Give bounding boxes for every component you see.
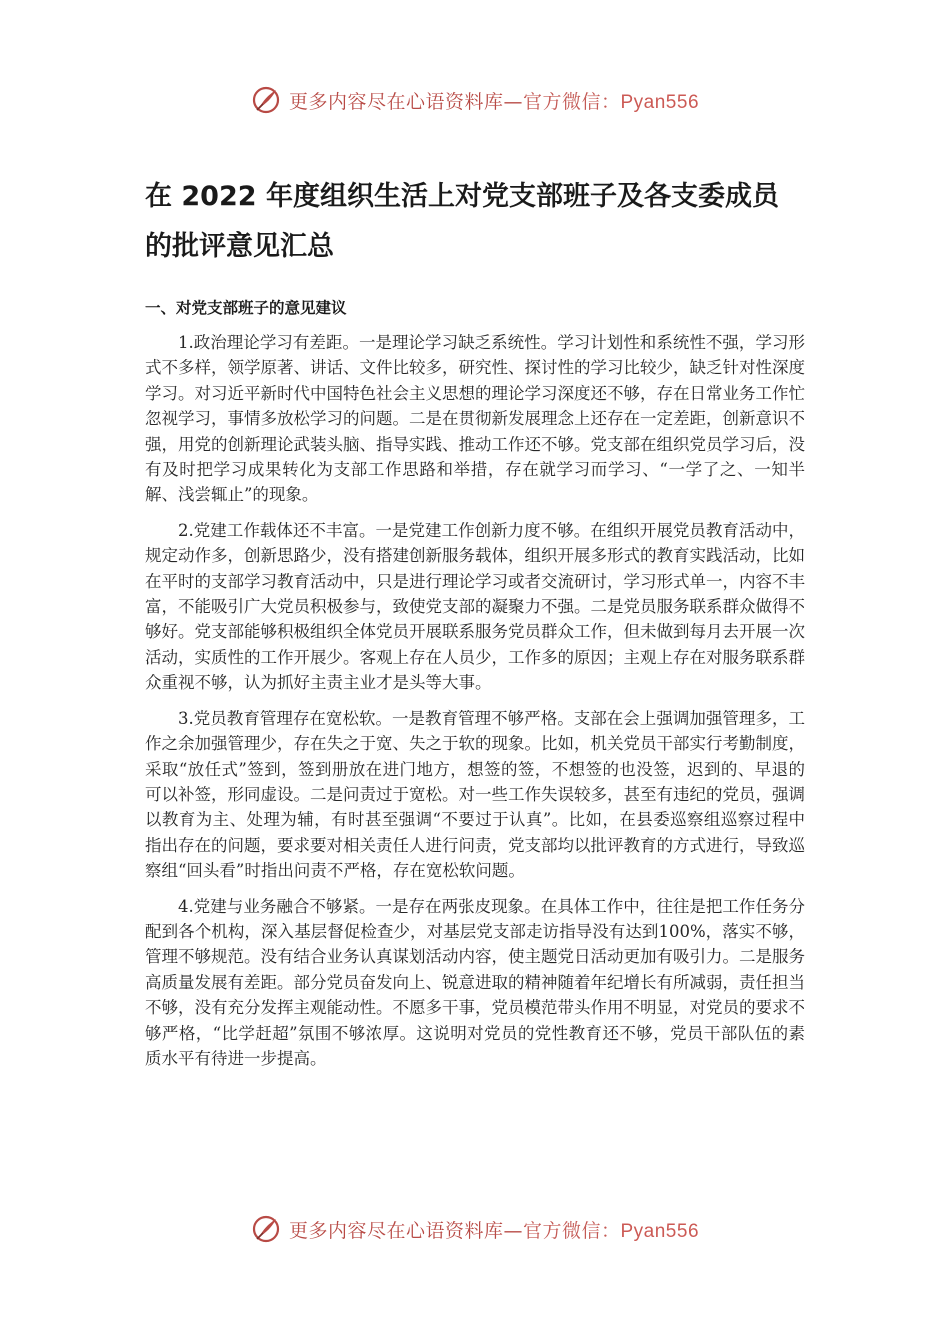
- paragraph-1: 1.政治理论学习有差距。一是理论学习缺乏系统性。学习计划性和系统性不强，学习形式不多样，领学原著、讲话、文件比较多，研究性、探讨性的学习比较少，缺乏针对性深度学习。对习近平新时代中国特色社会主义思想的理论学习深度还不够，存在日常业务工作忙忽视学习，事情多放松学习的问题。二是在贯彻新发展理念上还存在一定差距，创新意识不强，用党的创新理论武装头脑、指导实践、推动工作还不够。党支部在组织党员学习后，没有及时把学习成果转化为支部工作思路和举措，存在就学习而学习、“一学了之、一知半解、浅尝辄止”的现象。: [145, 333, 805, 505]
- banner-wechat-id: Pyan556: [620, 91, 700, 113]
- banner-text: [289, 1216, 699, 1243]
- banner-main-text: 更多内容尽在心语资料库: [288, 90, 504, 113]
- banner-wechat-label: 官方微信：: [522, 90, 621, 113]
- paragraph-2: 2.党建工作载体还不丰富。一是党建工作创新力度不够。在组织开展党员教育活动中，规定动作多，创新思路少，没有搭建创新服务载体，组织开展多形式的教育实践活动，比如在平时的支部学习教育活动中，只是进行理论学习或者交流研讨，学习形式单一，内容不丰富，不能吸引广大党员积极参与，致使党支部的凝聚力不强。二是党员服务联系群众做得不够好。党支部能够积极组织全体党员开展联系服务党员群众工作，但未做到每月去开展一次活动，实质性的工作开展少。客观上存在人员少，工作多的原因；主观上存在对服务联系群众重视不够，认为抓好主责主业才是头等大事。: [145, 520, 805, 693]
- paragraph-3: 3.党员教育管理存在宽松软。一是教育管理不够严格。支部在会上强调加强管理多，工作之余加强管理少，存在失之于宽、失之于软的现象。比如，机关党员干部实行考勤制度，采取“放任式”签到，签到册放在进门地方，想签的签，不想签的也没签，迟到的、早退的可以补签，形同虚设。二是问责过于宽松。对一些工作失误较多，甚至有违纪的党员，强调以教育为主、处理为辅，有时甚至强调“不要过于认真”。比如，在县委巡察组巡察过程中指出存在的问题，要求要对相关责任人进行问责，党支部均以批评教育的方式进行，导致巡察组“回头看”时指出问责不严格，存在宽松软问题。: [145, 708, 805, 881]
- paragraph-4: 4.党建与业务融合不够紧。一是存在两张皮现象。在具体工作中，往往是把工作任务分配到各个机构，深入基层督促检查少，对基层党支部走访指导没有达到100%，落实不够，管理不够规范。没有结合业务认真谋划活动内容，使主题党日活动更加有吸引力。二是服务高质量发展有差距。部分党员奋发向上、锐意进取的精神随着年纪增长有所减弱，责任担当不够，没有充分发挥主观能动性。不愿多干事，党员模范带头作用不明显，对党员的要求不够严格，“比学赶超”氛围不够浓厚。这说明对党员的党性教育还不够，党员干部队伍的素质水平有待进一步提高。: [145, 896, 805, 1068]
- document-title: 在 2022 年度组织生活上对党支部班子及各支委成员的批评意见汇总: [145, 181, 779, 262]
- banner-main-text: 更多内容尽在心语资料库: [288, 1219, 504, 1242]
- quill-circle-icon: [251, 1214, 281, 1244]
- banner-separator: —: [503, 1219, 523, 1242]
- banner-text: [289, 87, 699, 114]
- document-body: [145, 172, 805, 1081]
- banner-wechat-label: 官方微信：: [522, 1219, 621, 1242]
- quill-circle-icon: [251, 85, 281, 115]
- footer-banner: [0, 1209, 950, 1249]
- banner-wechat-id: Pyan556: [620, 1220, 700, 1242]
- header-banner: [0, 80, 950, 120]
- section-heading: 一、对党支部班子的意见建议: [145, 299, 347, 317]
- banner-separator: —: [503, 90, 523, 113]
